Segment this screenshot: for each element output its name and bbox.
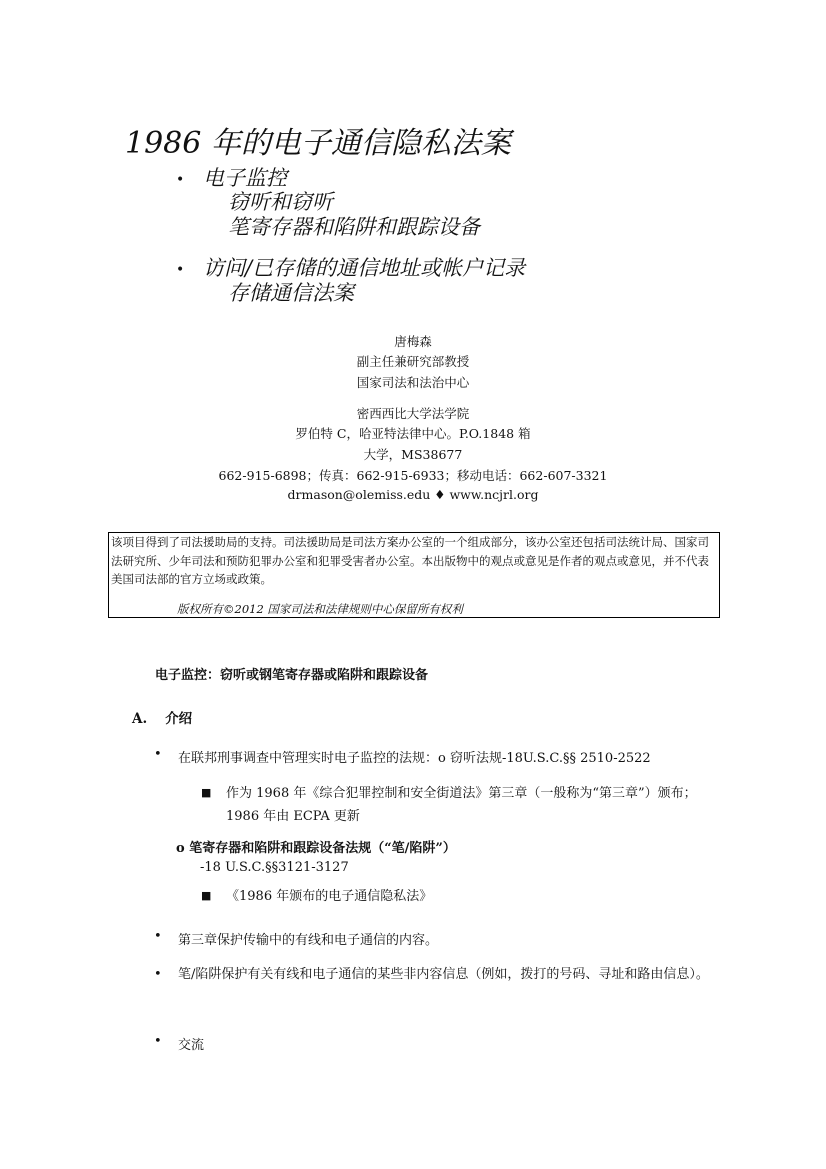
copyright-line: 版权所有©2012 国家司法和法律规则中心保留所有权利 — [177, 602, 463, 616]
author-address-1: 罗伯特 C，哈亚特法律中心。P.O.1848 箱 — [295, 426, 531, 441]
topic-main-1: 电子监控 — [203, 166, 287, 190]
page-title: 1986 年的电子通信隐私法案 — [125, 126, 511, 161]
topic-main-2: 访问/已存储的通信地址或帐户记录 — [203, 256, 526, 280]
pen-trap-cite: -18 U.S.C.§§3121-3127 — [200, 860, 349, 875]
bullet-2-text: 第三章保护传输中的有线和电子通信的内容。 — [178, 933, 439, 948]
square-bullet: ■ — [201, 786, 212, 799]
topic-sub-1-1: 窃听和窃听 — [228, 190, 333, 214]
section-a-letter: A. — [132, 711, 148, 727]
author-center: 国家司法和法治中心 — [356, 375, 470, 390]
topic-sub-1-2: 笔寄存器和陷阱和跟踪设备 — [228, 215, 480, 239]
topic-sub-2-1: 存储通信法案 — [228, 281, 354, 305]
section-heading: 电子监控：窃听或钢笔寄存器或陷阱和跟踪设备 — [155, 668, 429, 683]
author-role: 副主任兼研究部教授 — [356, 354, 470, 369]
pen-trap-sub-text: 《1986 年颁布的电子通信隐私法》 — [226, 889, 433, 904]
pen-trap-title: o 笔寄存器和陷阱和跟踪设备法规（“笔/陷阱”） — [176, 841, 456, 856]
author-contact: drmason@olemiss.edu ♦ www.ncjrl.org — [287, 487, 539, 502]
section-a-title: 介绍 — [165, 711, 193, 727]
author-phones: 662-915-6898；传真：662-915-6933；移动电话：662-607-3321 — [218, 468, 608, 483]
square-bullet: ■ — [201, 889, 212, 902]
topic-bullet-1: • — [176, 172, 185, 188]
bullet-dot: • — [154, 1034, 162, 1049]
section-a-heading — [132, 707, 192, 727]
bullet-1-sub-text-2: 1986 年由 ECPA 更新 — [226, 809, 360, 824]
bullet-dot: • — [154, 747, 162, 762]
bullet-1-text: 在联邦刑事调查中管理实时电子监控的法规：o 窃听法规-18U.S.C.§§ 2510-2522 — [178, 751, 651, 766]
bullet-dot: • — [154, 967, 162, 982]
author-address-2: 大学，MS38677 — [363, 447, 463, 462]
bullet-1-sub-text: 作为 1968 年《综合犯罪控制和安全街道法》第三章（一般称为“第三章”）颁布； — [226, 786, 697, 801]
bullet-4-text: 交流 — [178, 1038, 205, 1053]
funding-notice-text: 该项目得到了司法援助局的支持。司法援助局是司法方案办公室的一个组成部分，该办公室还包括司法统计局、国家司法研究所、少年司法和预防犯罪办公室和犯罪受害者办公室。本出版物中的观点或意见是作者的观点或意见，并不代表美国司法部的官方立场或政策。 — [111, 535, 709, 586]
funding-notice-box — [108, 532, 720, 618]
author-name: 唐梅森 — [394, 334, 432, 349]
topic-bullet-2: • — [176, 262, 185, 278]
bullet-3-text: 笔/陷阱保护有关有线和电子通信的某些非内容信息（例如，拨打的号码、寻址和路由信息）。 — [178, 967, 709, 982]
author-school: 密西西比大学法学院 — [356, 406, 470, 421]
bullet-dot: • — [154, 929, 162, 944]
